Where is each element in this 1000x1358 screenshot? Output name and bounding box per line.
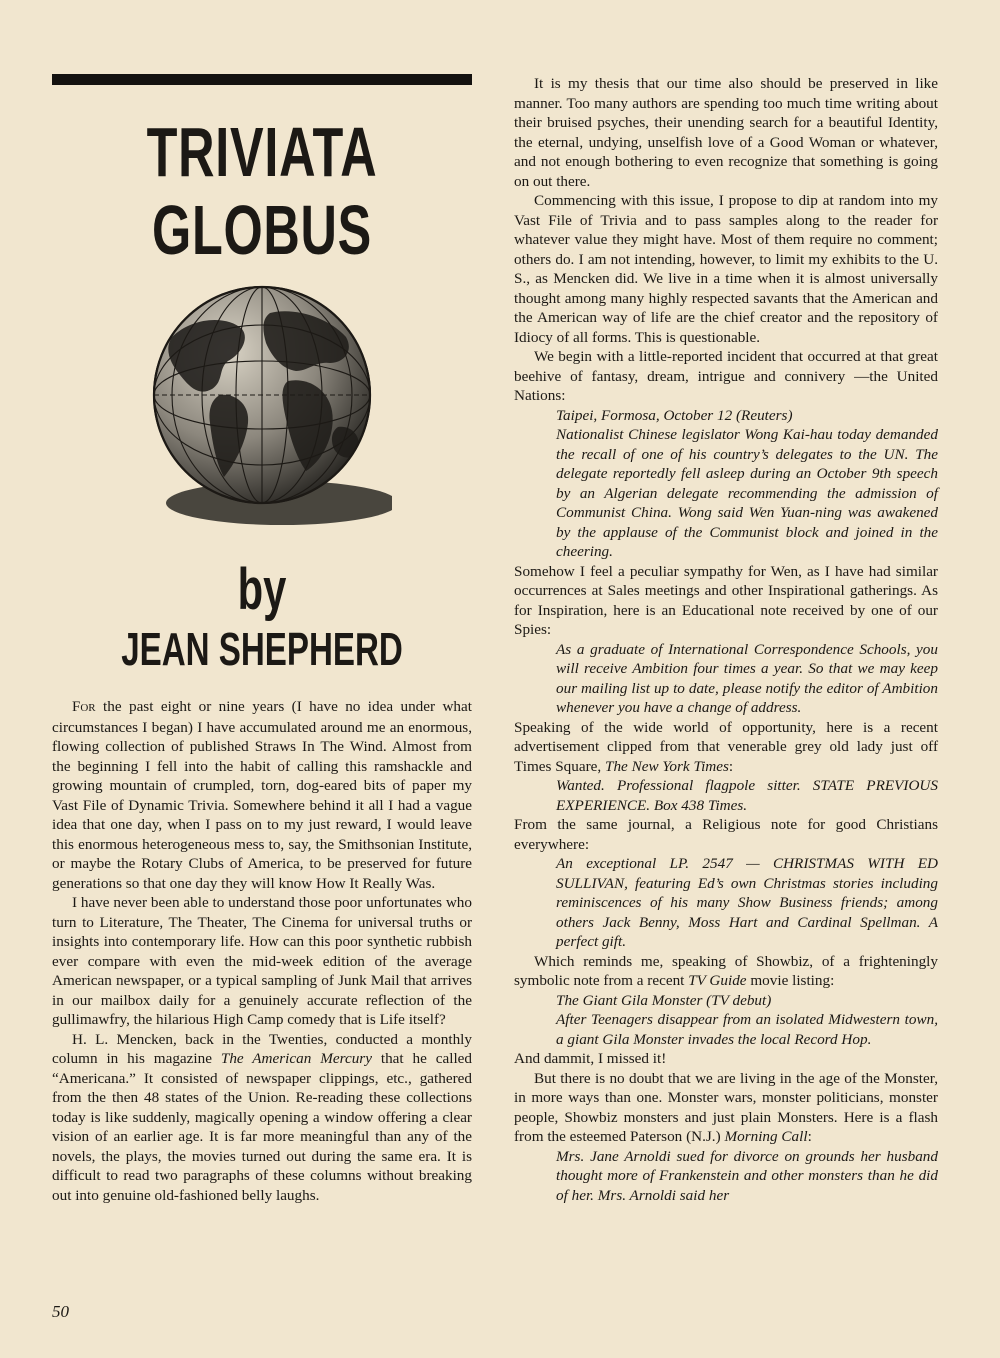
- right-paragraph-5: [514, 718, 938, 777]
- right-paragraph-5-text-b: :: [728, 757, 734, 775]
- title-line-2: GLOBUS: [152, 191, 372, 269]
- right-paragraph-2: Commencing with this issue, I propose to dip at random into my Vast File of Trivia and to pass samples along to the reader for whatever value they might have. Most of them require no comment; others do. I am not intending, however, to limit my exhibits to the U. S., as Mencken did. We live in a time when it is almost universally thought among many highly respected savants that the American and the American way of life are the chief creator and the repository of Idiocy of all forms. This is questionable.: [514, 192, 938, 346]
- right-paragraph-4: Somehow I feel a peculiar sympathy for Wen, as I have had similar occurrences at Sales meetings and other Inspirational gatherings. As for Inspiration, here is an Educational note received by one of our Spies:: [514, 562, 938, 638]
- right-paragraph-8: And dammit, I missed it!: [514, 1050, 667, 1067]
- quote-2: As a graduate of International Correspondence Schools, you will receive Ambition four times a year. So that we may keep our mailing list up to date, please notify the editor of Ambition whenever you have a change of address.: [556, 640, 938, 716]
- byline-author: JEAN SHEPHERD: [121, 623, 403, 675]
- right-paragraph-6: From the same journal, a Religious note for good Christians everywhere:: [514, 816, 938, 853]
- byline-by: by: [237, 557, 287, 622]
- right-paragraph-9-text-b: :: [807, 1128, 812, 1145]
- right-paragraph-7: [514, 952, 938, 991]
- newspaper-name: The New York Times: [605, 757, 729, 775]
- left-column: [52, 74, 472, 1205]
- quote-4: An exceptional LP. 2547 — CHRISTMAS WITH ED SULLIVAN, featuring Ed’s own Christmas stories including reminiscences of his many Show Business friends; among others Jack Benny, Moss Hart and Cardinal Spellman. A perfect gift.: [556, 855, 938, 950]
- quote-6: Mrs. Jane Arnoldi sued for divorce on grounds her husband thought more of Frankenstein and other monsters than he did of her. Mrs. Arnoldi said her: [556, 1147, 938, 1204]
- quote-5-title: The Giant Gila Monster (TV debut): [556, 991, 772, 1009]
- morning-call-name: Morning Call: [724, 1128, 808, 1145]
- quote-1-dateline: Taipei, Formosa, October 12 (Reuters): [556, 406, 793, 424]
- article-title: [111, 113, 413, 269]
- globe-illustration: [132, 277, 392, 529]
- quote-1-body: Nationalist Chinese legislator Wong Kai-hau today demanded the recall of one of his country’s delegates to the UN. The delegate reportedly fell asleep during an October 9th speech by an Algerian delegate recommending the admission of Communist China. Wong said Wen Yuan-ning was awakened by the applause of the Communist block and joined in the cheering.: [556, 426, 938, 560]
- title-line-1: TRIVIATA: [146, 113, 378, 191]
- quote-5-body: After Teenagers disappear from an isolated Midwestern town, a giant Gila Monster invades the local Record Hop.: [556, 1011, 938, 1048]
- quote-3: Wanted. Professional flagpole sitter. STATE PREVIOUS EXPERIENCE. Box 438 Times.: [556, 777, 938, 814]
- magazine-name: The American Mercury: [220, 1050, 372, 1067]
- title-rule: [52, 74, 472, 85]
- drop-word: For: [72, 699, 96, 715]
- right-paragraph-7-text-b: movie listing:: [746, 972, 835, 989]
- left-paragraph-3-text-b: that he called “Americana.” It consisted of newspaper clippings, etc., gathered from the then 48 states of the Union. Re-reading these collections today is like suddenly, magically opening a window offering a clear vision of an earlier age. It is far more meaningful than any of the novels, the plays, the movies turned out during the same era. It is difficult to read two paragraphs of these columns without breaking out into genuine old-fashioned belly laughs.: [52, 1050, 473, 1204]
- left-paragraph-1: [52, 697, 472, 893]
- left-paragraph-2: I have never been able to understand those poor unfortunates who turn to Literature, The Theater, The Cinema for universal truths or insights into contemporary life. How can this poor synthetic rubbish ever compare with even the mid-week edition of the average American newspaper, or a typical sampling of Junk Mail that arrives in our mailbox daily for a genuinely accurate reflection of the gullimawfry, the hilarious High Camp comedy that is Life itself?: [52, 894, 472, 1028]
- left-paragraph-3-text-a: H. L. Mencken, back in the Twenties, conducted a monthly column in his magazine: [52, 1030, 472, 1067]
- right-column: [514, 74, 938, 1205]
- tv-guide-name: TV Guide: [688, 972, 747, 989]
- page-number: 50: [52, 1302, 69, 1321]
- right-paragraph-5-text-a: Speaking of the wide world of opportunity, here is a recent advertisement clipped from that venerable grey old lady just off Times Square,: [514, 718, 938, 775]
- left-paragraph-3: [52, 1030, 472, 1206]
- right-paragraph-9-text-a: But there is no doubt that we are living in the age of the Monster, in more ways than one. Monster wars, monster politicians, monster people, Showbiz monsters and just plain Monsters. Here is a flash from the esteemed Paterson (N.J.): [514, 1069, 938, 1145]
- left-paragraph-1-text: the past eight or nine years (I have no idea under what circumstances I began) I have accumulated around me an enormous, flowing collection of published Straws In The Wind. Almost from the beginning I fell into the habit of calling this ramshackle and growing mountain of crumpled, torn, dog-eared bits of paper my Vast File of Dynamic Trivia. Somewhere behind it all I had a vague idea that one day, when I pass on to my just reward, I would leave this enormous heterogeneous mess to, say, the Smithsonian Institute, or maybe the Rotary Clubs of America, to be preserved for future generations so that one day they will know How It Really Was.: [52, 698, 472, 892]
- right-paragraph-7-text-a: Which reminds me, speaking of Showbiz, of a frighteningly symbolic note from a recent: [514, 952, 938, 989]
- right-paragraph-3: We begin with a little-reported incident that occurred at that great beehive of fantasy, dream, intrigue and connivery —the United Nations:: [514, 348, 938, 404]
- right-paragraph-9: [514, 1069, 938, 1147]
- right-paragraph-1: It is my thesis that our time also should be preserved in like manner. Too many authors are spending too much time writing about their bruised psyches, their unending search for a beautiful Identity, the eternal, undying, unselfish love of a Good Woman or whatever, and not enough bothering to even recognize that something is going on out there.: [514, 75, 938, 190]
